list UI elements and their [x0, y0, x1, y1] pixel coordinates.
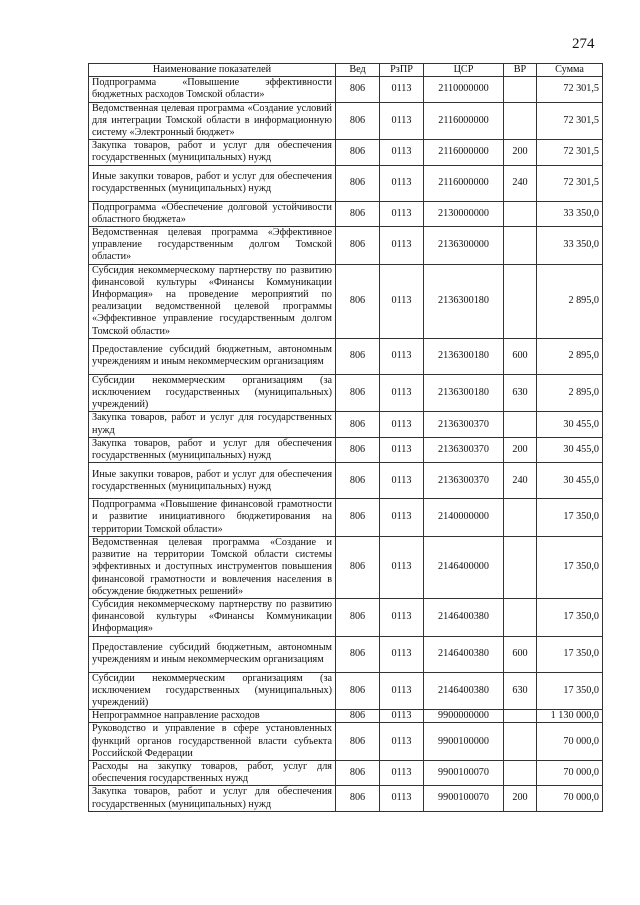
cell-ved: 806: [336, 227, 380, 265]
cell-csr: 2110000000: [424, 77, 504, 102]
cell-name: Предоставление субсидий бюджетным, автономным учреждениям и иным некоммерческим организациям: [89, 338, 336, 374]
cell-name: Закупка товаров, работ и услуг для обеспечения государственных (муниципальных) нужд: [89, 140, 336, 165]
cell-rzpr: 0113: [380, 102, 424, 140]
cell-ved: 806: [336, 201, 380, 226]
cell-vr: 600: [504, 338, 537, 374]
cell-ved: 806: [336, 710, 380, 723]
table-row: [89, 598, 603, 636]
cell-ved: 806: [336, 636, 380, 672]
cell-csr: 2116000000: [424, 102, 504, 140]
table-row: [89, 760, 603, 785]
cell-name: Иные закупки товаров, работ и услуг для обеспечения государственных (муниципальных) нужд: [89, 463, 336, 499]
table-row: [89, 710, 603, 723]
cell-name: Подпрограмма «Обеспечение долговой устойчивости областного бюджета»: [89, 201, 336, 226]
cell-ved: 806: [336, 374, 380, 412]
cell-name: Субсидии некоммерческим организациям (за исключением государственных (муниципальных) учреждений): [89, 672, 336, 710]
cell-name: Подпрограмма «Повышение эффективности бюджетных расходов Томской области»: [89, 77, 336, 102]
cell-sum: 17 350,0: [537, 672, 603, 710]
cell-sum: 17 350,0: [537, 598, 603, 636]
table-row: [89, 264, 603, 338]
cell-vr: 240: [504, 463, 537, 499]
cell-rzpr: 0113: [380, 710, 424, 723]
cell-vr: [504, 536, 537, 598]
cell-csr: 2136300370: [424, 463, 504, 499]
cell-rzpr: 0113: [380, 165, 424, 201]
table-header: [89, 64, 603, 77]
cell-csr: 9900100000: [424, 723, 504, 761]
cell-sum: 70 000,0: [537, 760, 603, 785]
cell-sum: 30 455,0: [537, 463, 603, 499]
table-row: [89, 412, 603, 437]
table-row: [89, 227, 603, 265]
cell-name: Субсидия некоммерческому партнерству по развитию финансовой культуры «Финансы Коммуникации Информация»: [89, 598, 336, 636]
table-row: [89, 499, 603, 537]
cell-vr: [504, 77, 537, 102]
cell-vr: [504, 710, 537, 723]
cell-vr: 630: [504, 374, 537, 412]
cell-vr: 200: [504, 140, 537, 165]
cell-name: Ведомственная целевая программа «Создание условий для интеграции Томской области в информационную систему «Электронный бюджет»: [89, 102, 336, 140]
table-row: [89, 140, 603, 165]
table-row: [89, 672, 603, 710]
header-vr: ВР: [504, 64, 537, 77]
cell-name: Расходы на закупку товаров, работ, услуг для обеспечения государственных нужд: [89, 760, 336, 785]
cell-vr: [504, 227, 537, 265]
cell-vr: [504, 499, 537, 537]
cell-vr: [504, 598, 537, 636]
header-rzpr: РзПР: [380, 64, 424, 77]
cell-csr: 2116000000: [424, 165, 504, 201]
cell-ved: 806: [336, 723, 380, 761]
cell-rzpr: 0113: [380, 437, 424, 462]
cell-name: Подпрограмма «Повышение финансовой грамотности и развитие инициативного бюджетирования на территории Томской области»: [89, 499, 336, 537]
cell-ved: 806: [336, 672, 380, 710]
cell-csr: 9900100070: [424, 786, 504, 811]
cell-rzpr: 0113: [380, 77, 424, 102]
cell-rzpr: 0113: [380, 786, 424, 811]
cell-rzpr: 0113: [380, 264, 424, 338]
cell-rzpr: 0113: [380, 338, 424, 374]
cell-rzpr: 0113: [380, 672, 424, 710]
cell-ved: 806: [336, 437, 380, 462]
header-sum: Сумма: [537, 64, 603, 77]
cell-sum: 2 895,0: [537, 374, 603, 412]
cell-vr: 630: [504, 672, 537, 710]
cell-sum: 30 455,0: [537, 437, 603, 462]
cell-sum: 70 000,0: [537, 786, 603, 811]
cell-csr: 2136300370: [424, 412, 504, 437]
cell-rzpr: 0113: [380, 463, 424, 499]
cell-sum: 72 301,5: [537, 102, 603, 140]
cell-name: Закупка товаров, работ и услуг для обеспечения государственных (муниципальных) нужд: [89, 437, 336, 462]
cell-sum: 72 301,5: [537, 77, 603, 102]
cell-rzpr: 0113: [380, 536, 424, 598]
header-name: Наименование показателей: [89, 64, 336, 77]
cell-vr: 200: [504, 786, 537, 811]
table-row: [89, 786, 603, 811]
cell-csr: 9900000000: [424, 710, 504, 723]
table-row: [89, 463, 603, 499]
cell-rzpr: 0113: [380, 636, 424, 672]
cell-ved: 806: [336, 463, 380, 499]
cell-vr: 600: [504, 636, 537, 672]
cell-sum: 17 350,0: [537, 499, 603, 537]
cell-csr: 2136300180: [424, 264, 504, 338]
cell-sum: 72 301,5: [537, 140, 603, 165]
cell-sum: 70 000,0: [537, 723, 603, 761]
cell-rzpr: 0113: [380, 598, 424, 636]
cell-sum: 2 895,0: [537, 264, 603, 338]
cell-vr: [504, 760, 537, 785]
cell-ved: 806: [336, 338, 380, 374]
header-csr: ЦСР: [424, 64, 504, 77]
cell-sum: 17 350,0: [537, 536, 603, 598]
cell-name: Субсидии некоммерческим организациям (за исключением государственных (муниципальных) учреждений): [89, 374, 336, 412]
cell-ved: 806: [336, 77, 380, 102]
table-row: [89, 437, 603, 462]
table-row: [89, 201, 603, 226]
table-body: [89, 77, 603, 812]
cell-vr: [504, 412, 537, 437]
cell-name: Субсидия некоммерческому партнерству по развитию финансовой культуры «Финансы Коммуникации Информация» на проведение мероприятий по реализации ведомственной целевой программы «Эффективное управление государственным долгом Томской области»: [89, 264, 336, 338]
cell-sum: 17 350,0: [537, 636, 603, 672]
cell-rzpr: 0113: [380, 499, 424, 537]
cell-sum: 2 895,0: [537, 338, 603, 374]
cell-vr: [504, 102, 537, 140]
cell-name: Руководство и управление в сфере установленных функций органов государственной власти субъекта Российской Федерации: [89, 723, 336, 761]
table-row: [89, 723, 603, 761]
table-row: [89, 77, 603, 102]
cell-csr: 2140000000: [424, 499, 504, 537]
cell-csr: 2136300180: [424, 374, 504, 412]
cell-csr: 2146400000: [424, 536, 504, 598]
cell-rzpr: 0113: [380, 374, 424, 412]
cell-csr: 2146400380: [424, 598, 504, 636]
cell-vr: 240: [504, 165, 537, 201]
cell-sum: 1 130 000,0: [537, 710, 603, 723]
cell-ved: 806: [336, 760, 380, 785]
table-row: [89, 636, 603, 672]
cell-name: Ведомственная целевая программа «Эффективное управление государственным долгом Томской области»: [89, 227, 336, 265]
cell-ved: 806: [336, 140, 380, 165]
cell-rzpr: 0113: [380, 760, 424, 785]
cell-rzpr: 0113: [380, 140, 424, 165]
cell-sum: 33 350,0: [537, 201, 603, 226]
table-row: [89, 165, 603, 201]
cell-ved: 806: [336, 598, 380, 636]
page-number: 274: [572, 36, 595, 52]
cell-csr: 2136300370: [424, 437, 504, 462]
cell-csr: 9900100070: [424, 760, 504, 785]
cell-ved: 806: [336, 165, 380, 201]
cell-csr: 2136300180: [424, 338, 504, 374]
cell-name: Ведомственная целевая программа «Создание и развитие на территории Томской области системы эффективных и доступных инструментов повышения финансовой грамотности и вовлечения населения в обсуждение бюджетных решений»: [89, 536, 336, 598]
budget-table: [88, 63, 603, 812]
cell-csr: 2130000000: [424, 201, 504, 226]
table-row: [89, 102, 603, 140]
cell-ved: 806: [336, 536, 380, 598]
cell-ved: 806: [336, 412, 380, 437]
cell-csr: 2116000000: [424, 140, 504, 165]
table-row: [89, 338, 603, 374]
cell-rzpr: 0113: [380, 201, 424, 226]
cell-ved: 806: [336, 102, 380, 140]
cell-name: Непрограммное направление расходов: [89, 710, 336, 723]
cell-name: Иные закупки товаров, работ и услуг для обеспечения государственных (муниципальных) нужд: [89, 165, 336, 201]
cell-sum: 30 455,0: [537, 412, 603, 437]
cell-ved: 806: [336, 264, 380, 338]
cell-vr: [504, 723, 537, 761]
cell-csr: 2146400380: [424, 636, 504, 672]
cell-sum: 33 350,0: [537, 227, 603, 265]
cell-vr: [504, 264, 537, 338]
cell-rzpr: 0113: [380, 227, 424, 265]
cell-rzpr: 0113: [380, 412, 424, 437]
cell-ved: 806: [336, 786, 380, 811]
cell-name: Закупка товаров, работ и услуг для государственных нужд: [89, 412, 336, 437]
cell-sum: 72 301,5: [537, 165, 603, 201]
cell-ved: 806: [336, 499, 380, 537]
cell-name: Закупка товаров, работ и услуг для обеспечения государственных (муниципальных) нужд: [89, 786, 336, 811]
cell-csr: 2146400380: [424, 672, 504, 710]
table-row: [89, 536, 603, 598]
cell-rzpr: 0113: [380, 723, 424, 761]
cell-vr: [504, 201, 537, 226]
table-row: [89, 374, 603, 412]
cell-name: Предоставление субсидий бюджетным, автономным учреждениям и иным некоммерческим организациям: [89, 636, 336, 672]
header-ved: Вед: [336, 64, 380, 77]
cell-csr: 2136300000: [424, 227, 504, 265]
cell-vr: 200: [504, 437, 537, 462]
